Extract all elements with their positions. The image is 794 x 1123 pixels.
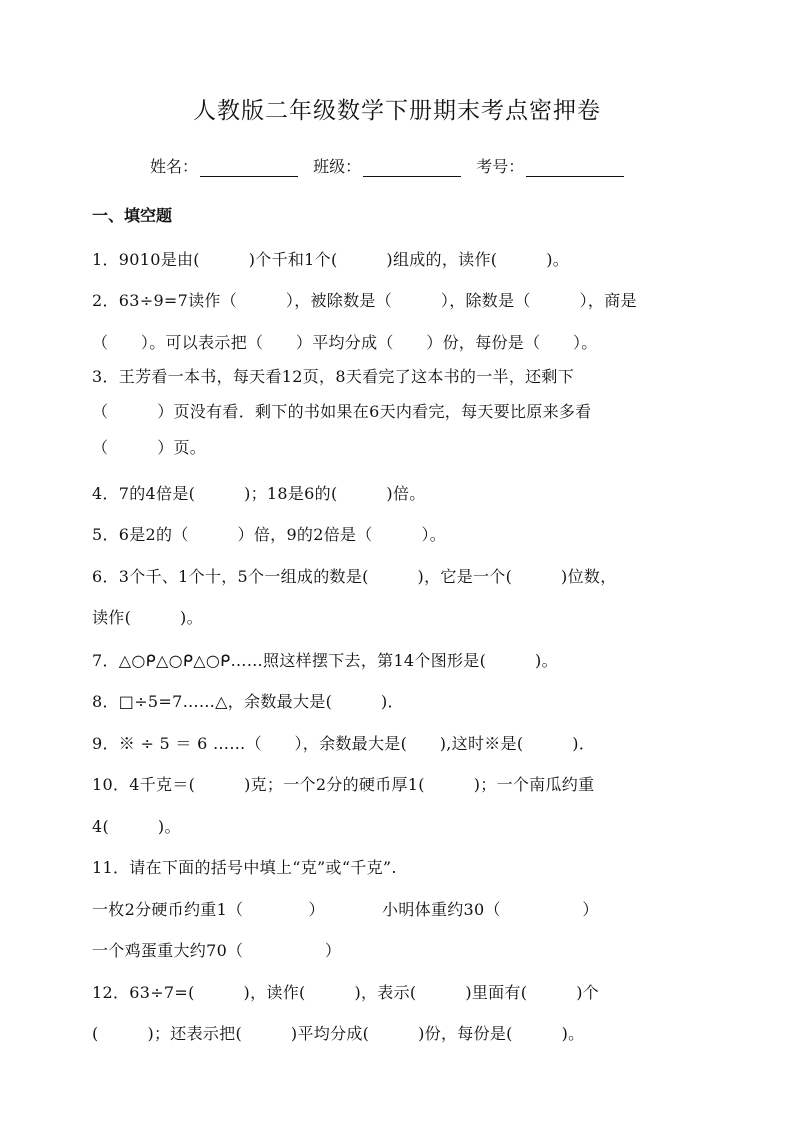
question-line: 3．王芳看一本书，每天看12页，8天看完了这本书的一半，还剩下 — [92, 367, 575, 386]
question-line: 7．△○ᑭ△○ᑭ△○ᑭ……照这样摆下去，第14个图形是( )。 — [92, 651, 558, 670]
question-line: 4．7的4倍是( )；18是6的( )倍。 — [92, 484, 426, 503]
class-field — [313, 154, 461, 177]
question-line: 一枚2分硬币约重1（ ） 小明体重约30（ ） — [92, 900, 599, 919]
question-line: 9．※ ÷ 5 ＝ 6 ……（ ），余数最大是( ),这时※是( )． — [92, 734, 596, 753]
question-line: 11．请在下面的括号中填上“克”或“千克”. — [92, 858, 397, 877]
name-field — [150, 154, 298, 177]
question-line: 一个鸡蛋重大约70（ ） — [92, 941, 342, 960]
exam-no-blank[interactable] — [526, 160, 624, 177]
question-line: ( )；还表示把( )平均分成( )份，每份是( )。 — [92, 1024, 585, 1043]
question-line: （ ）。可以表示把（ ）平均分成（ ）份，每份是（ ）。 — [92, 333, 598, 352]
question-line: 10．4千克＝( )克；一个2分的硬币厚1( )；一个南瓜约重 — [92, 775, 595, 794]
question-line: （ ）页没有看．剩下的书如果在6天内看完，每天要比原来多看 — [92, 402, 592, 421]
name-blank[interactable] — [200, 160, 298, 177]
question-line: 8．□÷5=7……△，余数最大是( )． — [92, 692, 404, 711]
question-line: 5．6是2的（ ）倍，9的2倍是（ ）。 — [92, 525, 447, 544]
exam-no-label: 考号： — [476, 157, 525, 176]
question-line: 6．3个千、1个十，5个一组成的数是( )，它是一个( )位数， — [92, 567, 617, 586]
question-line: 2．63÷9=7读作（ ），被除数是（ ），除数是（ ），商是 — [92, 291, 637, 310]
class-blank[interactable] — [363, 160, 461, 177]
question-line: （ ）页。 — [92, 438, 207, 457]
exam-no-field — [476, 154, 624, 177]
student-info-row — [150, 154, 634, 177]
section-title: 一、填空题 — [92, 206, 173, 225]
question-line: 读作( )。 — [92, 608, 203, 627]
question-line: 1．9010是由( )个千和1个( )组成的，读作( )。 — [92, 250, 570, 269]
name-label: 姓名： — [150, 157, 199, 176]
page-title: 人教版二年级数学下册期末考点密押卷 — [193, 98, 601, 124]
question-line: 12．63÷7=( )，读作( )，表示( )里面有( )个 — [92, 983, 600, 1002]
question-line: 4( )。 — [92, 817, 181, 836]
class-label: 班级： — [313, 157, 362, 176]
